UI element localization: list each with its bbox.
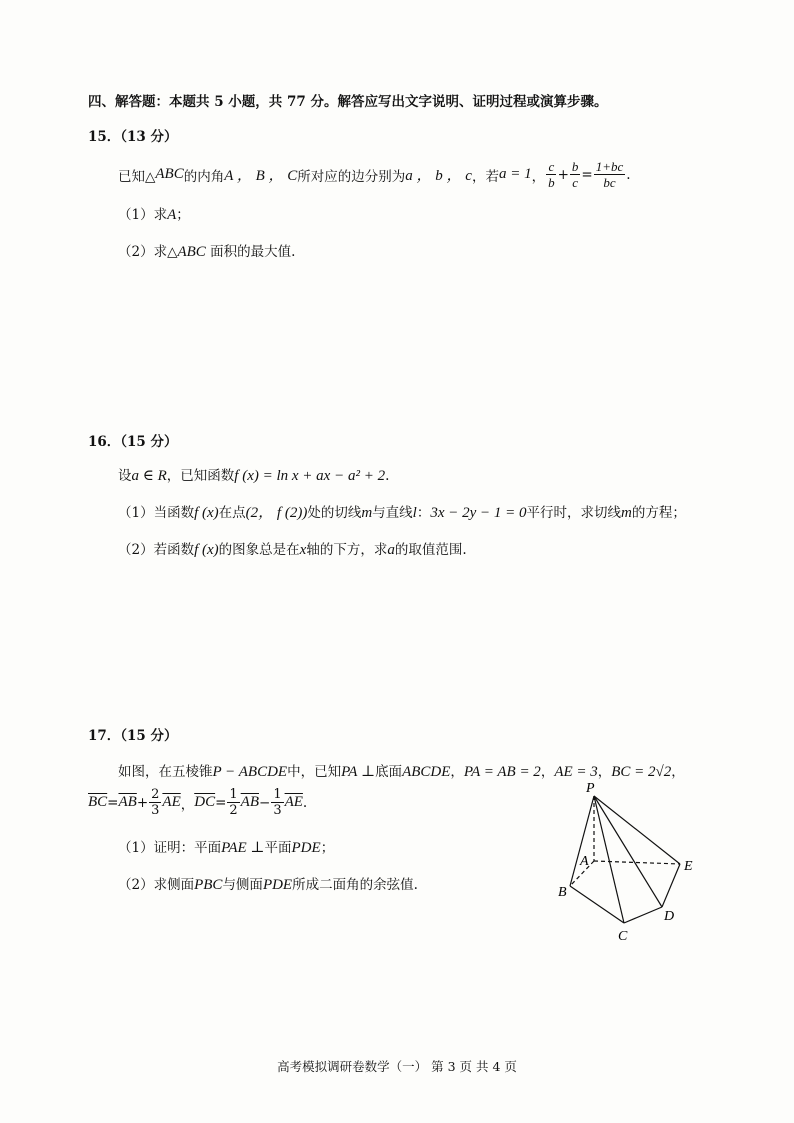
q17-part1-a: （1）证明：平面 [118, 840, 222, 856]
q17-vec-eq2: = [215, 794, 227, 811]
q17-stem-eq1: PA = AB = 2 [463, 764, 541, 780]
edge-BC [570, 886, 624, 923]
q15-angles: A ， B ， C [224, 168, 298, 184]
q17-vec-ae: $\overline{AE}$ [162, 794, 181, 810]
q15-eq: = [581, 166, 593, 183]
q17-part2-b: 与侧面 [222, 877, 263, 893]
q15-part2 [118, 240, 295, 261]
edge-PD [594, 796, 662, 907]
q16-part1-b: 在点 [218, 505, 246, 521]
label-E: E [684, 859, 693, 874]
q17-vec-ab: $\overline{AB}$ [118, 794, 137, 810]
q16-part1-m2: m [621, 505, 632, 521]
q17-frac-c [271, 788, 283, 817]
q15-frac3-den: bc [603, 175, 616, 190]
q17-stem-e: ， [540, 764, 555, 780]
q15-if: ，若 [471, 168, 499, 185]
q15-plus: + [557, 166, 569, 183]
q17-frac-b [227, 788, 239, 817]
label-B: B [558, 885, 567, 900]
q17-vec-plus: + [136, 794, 149, 811]
q17-stem-base: ABCDE [402, 764, 451, 780]
q17-stem-eq3: BC = 2√2 [611, 764, 672, 780]
q17-stem [118, 760, 685, 781]
q17-vec-end: . [302, 794, 308, 811]
q17-vec-ab2: $\overline{AB}$ [240, 794, 259, 810]
q15-frac3-num: 1+bc [595, 159, 624, 174]
q15-stem-mid2: 所对应的边分别为 [297, 168, 406, 185]
q15-part1 [118, 203, 190, 224]
q17-stem-a: 如图，在五棱锥 [118, 764, 213, 780]
q15-cond1: a = 1 [498, 166, 532, 182]
q17-part2-p2: PDE [262, 877, 293, 893]
q15-part2-text: （2）求△ [118, 244, 178, 260]
q16-part1-e: ： [416, 505, 431, 521]
q15-stem-mid: 的内角 [183, 168, 225, 185]
q17-frac-c-num: 1 [273, 787, 282, 802]
label-P: P [586, 781, 595, 796]
q17-stem-f: ， [597, 764, 612, 780]
q16-stem [118, 464, 389, 485]
q15-part2-end: 面积的最大值. [205, 244, 296, 260]
q17-vec-ae2: $\overline{AE}$ [284, 794, 303, 810]
edge-CD [624, 907, 662, 923]
edge-PC [594, 796, 624, 923]
q16-part2-avar: a [387, 542, 395, 558]
q17-stem-d: ， [450, 764, 464, 780]
q16-part1-l: l [412, 505, 417, 521]
q17-frac-b-den: 2 [229, 803, 238, 818]
q17-part1-b: 平面 [264, 840, 292, 856]
q17-part2 [118, 873, 418, 894]
q17-stem-pyr: P − ABCDE [212, 764, 288, 780]
q17-stem-eq2: AE = 3 [554, 764, 598, 780]
q15-part1-end: ； [176, 207, 190, 223]
q17-stem-perp: PA ⊥ [341, 764, 376, 780]
q16-part1 [118, 501, 686, 522]
section-header: 四、解答题：本题共 5 小题，共 77 分。解答应写出文字说明、证明过程或演算步骤。 [88, 94, 608, 110]
edge-AE [594, 861, 680, 864]
page-footer: 高考模拟调研卷数学（一） 第 3 页 共 4 页 [277, 1059, 517, 1074]
pyramid-figure [548, 780, 718, 945]
q17-number: 17．（15 分） [88, 728, 178, 744]
q16-part1-c: 处的切线 [307, 505, 362, 521]
q15-frac1 [546, 160, 557, 189]
q16-part2-d: 的取值范围. [394, 542, 467, 558]
q16-part2-x: x [299, 542, 307, 558]
q15-frac1-den: b [548, 175, 555, 190]
q16-stem-func: f (x) = ln x + ax − a² + 2 [234, 468, 386, 484]
q17-part2-c: 所成二面角的余弦值. [292, 877, 418, 893]
q16-number: 16．（15 分） [88, 434, 178, 450]
q16-stem-end: . [385, 468, 390, 484]
q15-stem [118, 160, 631, 189]
q17-part2-a: （2）求侧面 [118, 877, 195, 893]
edge-PE [594, 796, 680, 864]
q16-stem-a: 设 [118, 468, 132, 484]
q15-sides: a ， b ， c [405, 168, 472, 184]
q16-stem-set: a ∈ R [131, 468, 167, 484]
q17-vec-dc: $\overline{DC}$ [194, 794, 216, 810]
q16-part1-pt: (2， f (2)) [245, 505, 308, 521]
q17-stem-c: 底面 [375, 764, 403, 780]
q16-part1-g: 的方程； [631, 505, 686, 521]
q15-part1-text: （1）求 [118, 207, 168, 223]
q16-part1-d: 与直线 [372, 505, 413, 521]
label-D: D [664, 909, 675, 924]
q17-part1 [118, 836, 334, 857]
edge-PB [570, 796, 594, 886]
q17-frac-a [149, 788, 161, 817]
q15-frac2-den: c [572, 175, 579, 190]
q16-part2-func: f (x) [194, 542, 219, 558]
q17-vec-eq: = [107, 794, 119, 811]
q17-vectors [88, 788, 307, 817]
q16-part1-line: 3x − 2y − 1 = 0 [430, 505, 527, 521]
q16-part2-a: （2）若函数 [118, 542, 195, 558]
q17-part1-c: ； [320, 840, 335, 856]
q17-stem-g: ， [671, 764, 685, 780]
q15-part2-var: ABC [177, 244, 206, 260]
q15-stem-prefix: 已知△ [118, 168, 156, 185]
q17-part2-p1: PBC [194, 877, 223, 893]
q15-part1-var: A [167, 207, 177, 223]
q17-vec-sep: ， [180, 796, 195, 813]
edge-DE [662, 864, 680, 907]
q16-stem-b: ，已知函数 [166, 468, 235, 484]
label-C: C [618, 929, 628, 944]
label-A: A [580, 854, 589, 869]
q15-end: . [626, 166, 631, 183]
q16-part1-a: （1）当函数 [118, 505, 195, 521]
q15-frac2 [570, 160, 581, 189]
q15-frac3 [594, 160, 626, 189]
q16-part2-c: 轴的下方，求 [306, 542, 388, 558]
q17-frac-a-den: 3 [151, 803, 160, 818]
q17-part1-p2: PDE [291, 840, 321, 856]
q17-vec-bc: $\overline{BC}$ [88, 794, 108, 810]
q16-part1-f: 平行时，求切线 [526, 505, 622, 521]
q15-number: 15．（13 分） [88, 129, 178, 145]
q17-frac-b-num: 1 [229, 787, 238, 802]
q16-part2 [118, 538, 467, 559]
q17-stem-b: 中，已知 [287, 764, 342, 780]
q15-frac1-num: c [548, 159, 555, 174]
q15-cond-sep: ， [531, 168, 546, 185]
q16-part2-b: 的图象总是在 [218, 542, 300, 558]
q16-part1-func: f (x) [194, 505, 219, 521]
q16-part1-m: m [361, 505, 373, 521]
q17-frac-c-den: 3 [273, 803, 282, 818]
q15-triangle: ABC [155, 166, 184, 182]
q15-frac2-num: b [571, 159, 579, 174]
q17-part1-p1: PAE ⊥ [221, 840, 265, 856]
q17-frac-a-num: 2 [151, 787, 160, 802]
q17-vec-minus: − [259, 794, 271, 811]
